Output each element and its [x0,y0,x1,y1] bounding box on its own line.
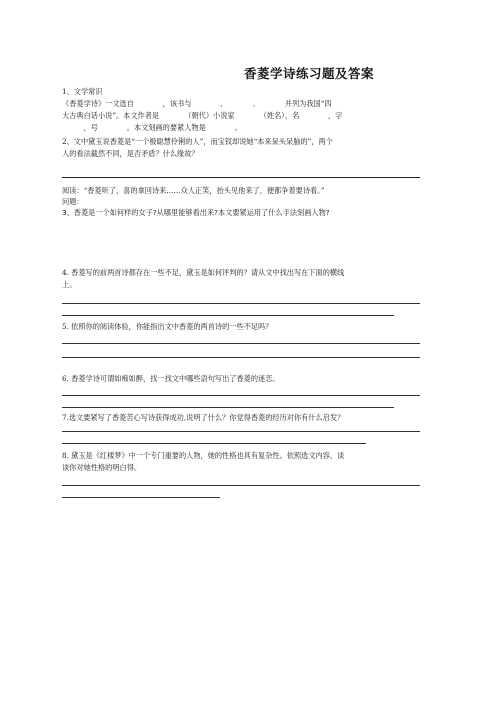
question-4-line-1: 4. 香菱写的前两首诗都存在一些不足，黛玉是如何评判的？请从文中找出写在下面的横线 [62,268,345,277]
answer-line [62,443,366,444]
section-1-line-3: ，号 。本文刻画的要紧人物是 。 [62,123,242,132]
section-1-line-2: 大古典白话小说”。本文作者是 （朝代）小说家 （姓名），名 ，字 [62,111,343,120]
answer-line [62,497,220,498]
question-7: 7.选文要紧写了香菱苦心写诗获得成功,说明了什么？你觉得香菱的经历对你有什么启发？ [62,413,345,422]
answer-divider [62,177,420,178]
question-label: 问题： [62,197,84,206]
answer-line [62,431,420,432]
question-6: 6. 香菱学诗可谓如痴如醉，找一找文中哪些语句写出了香菱的迷恋。 [62,374,280,383]
question-3: 3、香菱是一个如何样的女子?从哪里能够看出来?本文要紧运用了什么手法刻画人物? [62,208,330,217]
question-8-line-2: 谈你对她性格的明白得。 [62,463,142,472]
section-1-heading: 1、文学常识 [62,87,103,96]
answer-line [62,395,420,396]
section-2-line-1: 2、文中黛玉说香菱是“一个极聪慧伶俐的人”，而宝钗却说她“本来呆头呆脑的”，两个 [62,137,333,146]
answer-line [62,407,394,408]
section-1-line-1: 《香菱学诗》一文选自 ，该书与 、 、 并列为我国“四 [62,99,332,108]
answer-line [62,303,420,304]
question-5: 5. 依照你的阅读体验，你能指出文中香菱的两首诗的一些不足吗？ [62,322,273,331]
answer-line [62,315,394,316]
answer-line [62,357,420,358]
question-8-line-1: 8. 黛玉是《红楼梦》中一个专门重要的人物，她的性格也具有复杂性。依照选文内容，谈 [62,451,345,460]
section-2-line-2: 人的看法截然不同，是否矛盾？什么缘故？ [62,149,199,158]
page-title: 香菱学诗练习题及答案 [244,66,375,81]
reading-passage-line: 阅读：“香菱听了，喜的拿回诗来……众人正笑，抬头见他来了，便都争着要诗看。” [62,186,325,195]
question-4-line-2: 上。 [62,280,77,289]
answer-line [62,343,420,344]
answer-line [62,485,420,486]
